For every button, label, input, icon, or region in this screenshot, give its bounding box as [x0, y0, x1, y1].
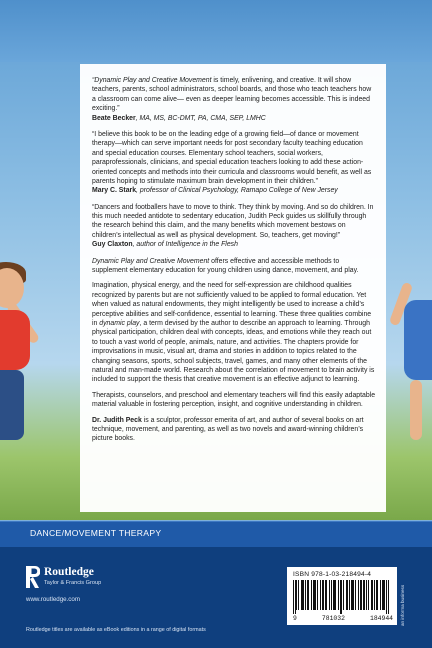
- barcode-bar: [340, 580, 341, 614]
- quote-2: [92, 130, 376, 186]
- sky-strip: [0, 0, 432, 62]
- barcode-bar: [313, 580, 314, 610]
- body-paragraph-1-end: , a term devised by the author to describe an approach to learning. Through physical participation, children deal with concepts, ideas, and emotions while they reach out to touch a vast world of people, animals, nature, and activities. The chapters provide for improvisations in music, visual art, drama and stories in addition to topics related to the changing seasons, sports, school subjects, travel, games, and many other elements of the natural and man-made world. Research about the correlation of movement to brain activity is included to support the thesis that creative movement is an effective adjunct to learning.: [92, 319, 375, 384]
- barcode-bar: [323, 580, 324, 610]
- barcode-bar: [305, 580, 306, 610]
- barcode-bar: [351, 580, 352, 610]
- barcode-bar: [317, 580, 318, 610]
- barcode-bar: [298, 580, 299, 610]
- body-paragraph-2: Therapists, counselors, and preschool and elementary teachers will find this easily adaptable material valuable in fostering perception, insight, and cognitive understanding in children.: [92, 391, 376, 409]
- quote-3-author: Guy Claxton: [92, 241, 133, 249]
- barcode-bar: [376, 580, 377, 610]
- barcode-bar: [302, 580, 303, 610]
- barcode-bar: [371, 580, 372, 610]
- barcode-bar: [343, 580, 344, 610]
- barcode-bar: [329, 580, 330, 610]
- quote-1-attribution: [92, 114, 376, 123]
- barcode-bar: [341, 580, 342, 614]
- routledge-logo-icon: [26, 566, 40, 588]
- quote-3-attribution: [92, 240, 376, 249]
- quote-3: [92, 203, 376, 241]
- quote-2-author: Mary C. Stark: [92, 187, 137, 195]
- barcode-bar: [353, 580, 354, 610]
- barcode-bar: [384, 580, 385, 610]
- child-right-body: [404, 300, 432, 380]
- barcode-bar: [303, 580, 304, 610]
- author-bio-text: is a sculptor, professor emerita of art, and author of several books on art technique, movement, and parenting, as well as two novels and award-winning children’s picture books.: [92, 416, 364, 443]
- barcode-bar: [296, 580, 297, 610]
- barcode-bar: [361, 580, 362, 610]
- quote-3-text: “Dancers and footballers have to move to think. They think by moving. And so do children. In this much needed antidote to sedentary education, Judith Peck guides us skillfully through the research behind this claim, and the many benefits which movement bestows on children’s intellectual as well as physical development. So, teachers, get moving!”: [92, 203, 374, 239]
- barcode-bar: [372, 580, 373, 610]
- barcode-bar: [334, 580, 335, 610]
- child-right-leg: [410, 380, 422, 440]
- barcode-bar: [311, 580, 312, 610]
- child-left-shirt: [0, 310, 30, 370]
- barcode-bar: [363, 580, 364, 610]
- barcode-bar: [338, 580, 339, 610]
- barcode-bar: [382, 580, 383, 610]
- barcode-bar: [295, 580, 296, 614]
- author-bio: [92, 416, 376, 444]
- barcode-digit-lead: 9: [293, 615, 297, 622]
- barcode-bar: [326, 580, 327, 610]
- book-title-italic: Dynamic Play and Creative Movement: [92, 257, 210, 265]
- barcode-bar: [333, 580, 334, 610]
- barcode-bar: [360, 580, 361, 610]
- barcode-digits: [293, 615, 393, 622]
- barcode-bar: [331, 580, 332, 610]
- barcode-bar: [320, 580, 321, 610]
- subject-category: DANCE/MOVEMENT THERAPY: [30, 528, 162, 538]
- quote-1-author: Beate Becker: [92, 114, 136, 122]
- barcode-bar: [388, 580, 389, 614]
- barcode-bar: [347, 580, 348, 610]
- barcode-bar: [293, 580, 294, 614]
- author-bio-name: Dr. Judith Peck: [92, 416, 142, 424]
- blurb-panel: [80, 64, 386, 512]
- book-description: [92, 257, 376, 276]
- quote-1: [92, 76, 376, 114]
- barcode-bar: [377, 580, 378, 610]
- isbn-barcode-box: [287, 567, 397, 625]
- barcode-bar: [315, 580, 316, 610]
- quote-2-text: “I believe this book to be on the leading edge of a growing field—of dance or movement therapy—which can serve important needs for post secondary faculty teaching education and special education courses. Elementary school teachers, social workers, paraprofessionals, clinicians, and special education teachers looking to add these action-oriented concepts and methods into their curricula and classrooms would benefit, as well as parents hoping to stimulate maximum brain development in their children.”: [92, 130, 372, 185]
- body-paragraph-1-term: dynamic play: [99, 319, 140, 327]
- publisher-group: Taylor & Francis Group: [44, 580, 102, 586]
- barcode-bar: [325, 580, 326, 610]
- barcode-bar: [355, 580, 356, 610]
- child-left-legs: [0, 370, 24, 440]
- barcode-bar: [352, 580, 353, 610]
- quote-2-attribution: [92, 186, 376, 195]
- barcode-bar: [386, 580, 387, 614]
- barcode-bar: [301, 580, 302, 610]
- quote-1-intro: “Dynamic Play and Creative Movement: [92, 77, 212, 84]
- barcode-bar: [307, 580, 308, 610]
- barcode-bar: [346, 580, 347, 610]
- quote-2-credentials: , professor of Clinical Psychology, Ramapo College of New Jersey: [136, 187, 338, 195]
- barcode-icon: [293, 580, 391, 614]
- barcode-bar: [335, 580, 336, 610]
- publisher-url[interactable]: www.routledge.com: [26, 596, 80, 603]
- barcode-bar: [349, 580, 350, 610]
- quote-3-credentials: , author of Intelligence in the Flesh: [132, 241, 238, 249]
- quote-1-text: is timely, enlivening, and creative. It will show teachers, parents, school administrators, school boards, and those who teach teachers how a classroom can come alive— even as deeper learning becomes accessible. This is indeed exciting.”: [92, 77, 372, 113]
- barcode-bar: [368, 580, 369, 610]
- body-paragraph-1: [92, 281, 376, 384]
- barcode-bar: [308, 580, 309, 610]
- barcode-bar: [322, 580, 323, 610]
- barcode-bar: [364, 580, 365, 610]
- subject-band: [0, 521, 432, 547]
- quote-1-credentials: , MA, MS, BC-DMT, PA, CMA, SEP, LMHC: [135, 114, 266, 122]
- barcode-bar: [383, 580, 384, 610]
- isbn-label: ISBN 978-1-03-218494-4: [293, 571, 372, 578]
- barcode-bar: [366, 580, 367, 610]
- barcode-bar: [380, 580, 381, 610]
- barcode-bar: [314, 580, 315, 610]
- barcode-bar: [358, 580, 359, 610]
- publisher-name: Routledge: [44, 566, 94, 578]
- ebook-note: Routledge titles are available as eBook editions in a range of digital formats: [26, 627, 206, 633]
- informa-imprint: an informa business: [400, 584, 405, 626]
- body-paragraph-1-start: Imagination, physical energy, and the need for self-expression are childhood qualities recognized by parents but are not sufficiently valued to be applied to formal education. Yet when valued as natural endowments, they might intelligently be used to increase a child’s perceptive abilities and self-confidence, essential to learning. These three qualities combine in: [92, 282, 372, 327]
- barcode-bar: [374, 580, 375, 610]
- barcode-digits-group-2: 184944: [369, 615, 393, 622]
- book-description-rest: offers effective and accessible methods to supplement elementary education for young children using dance, movement, and play.: [92, 257, 359, 275]
- barcode-digits-group-1: 781032: [321, 615, 345, 622]
